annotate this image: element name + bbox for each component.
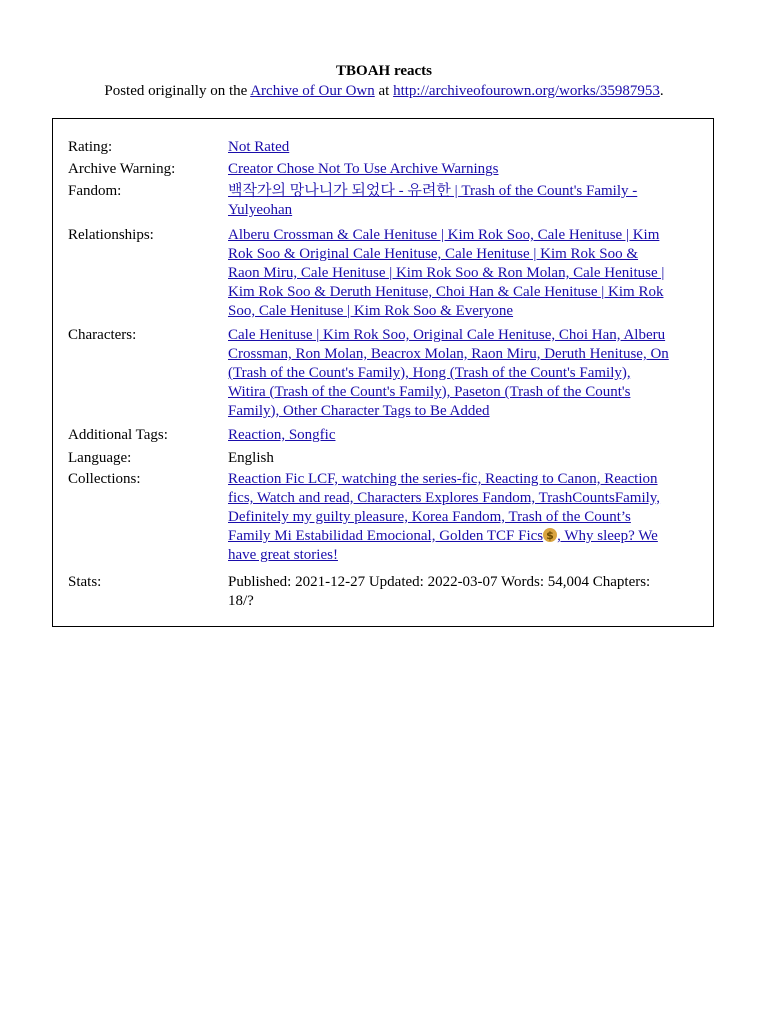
work-title: TBOAH reacts <box>336 63 432 79</box>
fandom-link-line-1: 백작가의 망나니가 되었다 - 유려한 | Trash of the Count's Family - <box>228 183 638 199</box>
archive-warning-link[interactable]: Creator Chose Not To Use Archive Warnings <box>228 161 499 177</box>
collection-tags-line[interactable]: fics, Watch and read, Characters Explores Fandom, TrashCountsFamily, <box>228 490 661 506</box>
character-tags-line[interactable]: Family), Other Character Tags to Be Added <box>228 403 490 419</box>
money-bag-icon <box>543 528 557 542</box>
collection-tags-line[interactable]: Definitely my guilty pleasure, Korea Fandom, Trash of the Count’s <box>228 509 631 525</box>
posted-line <box>0 82 768 101</box>
collections-label: Collections: <box>68 471 141 487</box>
relationship-tags-line[interactable]: Raon Miru, Cale Henituse | Kim Rok Soo & Ron Molan, Cale Henituse | <box>228 265 665 281</box>
posted-prefix: Posted originally on the <box>104 83 251 99</box>
collection-link[interactable]: Family Mi Estabilidad Emocional, Golden TCF Fics <box>228 528 544 544</box>
collection-tags-line[interactable]: have great stories! <box>228 547 338 563</box>
period: . <box>659 83 664 99</box>
collection-tags-line[interactable]: Reaction Fic LCF, watching the series-fic, Reacting to Canon, Reaction <box>228 471 658 487</box>
at-text: at <box>374 83 394 99</box>
work-url-link[interactable]: http://archiveofourown.org/works/35987953 <box>393 83 660 99</box>
characters-value <box>228 326 703 421</box>
relationship-tags-line[interactable]: Rok Soo & Original Cale Henituse, Cale Henituse | Kim Rok Soo & <box>228 246 639 262</box>
fandom-link[interactable] <box>228 183 637 218</box>
character-tags-line[interactable]: Cale Henituse | Kim Rok Soo, Original Cale Henituse, Choi Han, Alberu <box>228 327 666 343</box>
stats-line-1: Published: 2021-12-27 Updated: 2022-03-07 Words: 54,004 Chapters: <box>228 574 651 590</box>
work-header <box>0 62 768 101</box>
rating-link[interactable]: Not Rated <box>228 139 290 155</box>
relationship-tags-line[interactable]: Soo, Cale Henituse | Kim Rok Soo & Everyone <box>228 303 514 319</box>
fandom-label: Fandom: <box>68 183 122 199</box>
fandom-value <box>228 182 703 220</box>
relationships-value <box>228 226 703 321</box>
stats-label: Stats: <box>68 574 102 590</box>
relationship-tags-line[interactable]: Kim Rok Soo & Deruth Henituse, Choi Han & Cale Henituse | Kim Rok <box>228 284 664 300</box>
relationship-tags-line[interactable]: Alberu Crossman & Cale Henituse | Kim Rok Soo, Cale Henituse | Kim <box>228 227 660 243</box>
collections-value <box>228 470 703 565</box>
rating-label: Rating: <box>68 139 113 155</box>
work-metadata-box <box>52 118 714 627</box>
character-tags-line[interactable]: Witira (Trash of the Count's Family), Paseton (Trash of the Count's <box>228 384 631 400</box>
character-tags-line[interactable]: (Trash of the Count's Family), Hong (Trash of the Count's Family), <box>228 365 631 381</box>
additional-tags-links[interactable]: Reaction, Songfic <box>228 427 336 443</box>
archive-warning-label: Archive Warning: <box>68 161 176 177</box>
archive-link[interactable]: Archive of Our Own <box>250 83 375 99</box>
collection-tags-line <box>228 527 703 546</box>
characters-label: Characters: <box>68 327 137 343</box>
language-label: Language: <box>68 450 132 466</box>
language-value: English <box>228 450 274 466</box>
additional-tags-label: Additional Tags: <box>68 427 168 443</box>
relationships-label: Relationships: <box>68 227 154 243</box>
stats-line-2: 18/? <box>228 593 254 609</box>
stats-value <box>228 573 703 611</box>
fandom-link-line-2: Yulyeohan <box>228 202 293 218</box>
character-tags-line[interactable]: Crossman, Ron Molan, Beacrox Molan, Raon Miru, Deruth Henituse, On <box>228 346 669 362</box>
collection-link[interactable]: , Why sleep? We <box>557 528 658 544</box>
